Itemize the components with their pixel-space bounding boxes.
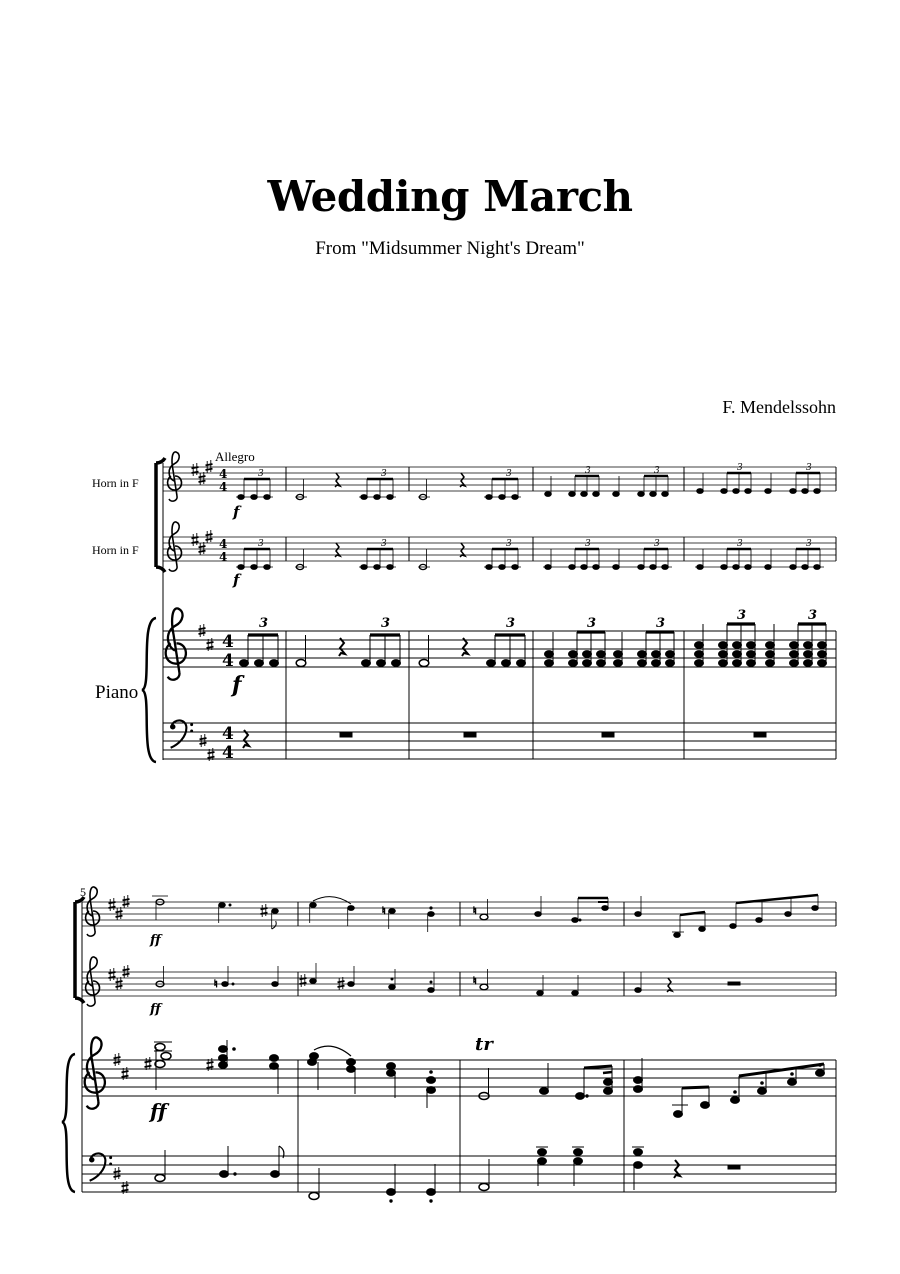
horn-1-notes (236, 473, 820, 500)
svg-text:4: 4 (222, 651, 234, 671)
svg-text:3: 3 (258, 469, 264, 479)
svg-text:3: 3 (654, 466, 660, 476)
svg-text:3: 3 (585, 466, 591, 476)
svg-text:4: 4 (219, 537, 228, 551)
svg-text:3: 3 (381, 616, 391, 631)
svg-text:3: 3 (506, 616, 516, 631)
svg-text:♮: ♮ (473, 906, 477, 917)
svg-text:4: 4 (222, 632, 234, 652)
svg-text:3: 3 (506, 539, 512, 549)
key-signature-piano-bass (200, 734, 215, 761)
time-signature (219, 467, 227, 564)
svg-text:3: 3 (587, 616, 597, 631)
horn-2-notes (236, 543, 824, 570)
dynamic-piano-ff: ff (150, 1099, 167, 1123)
svg-text:3: 3 (806, 539, 812, 549)
key-signature-horn-2 (192, 530, 213, 555)
piece-subtitle: From "Midsummer Night's Dream" (315, 238, 585, 259)
staff-piano-bass (163, 723, 836, 759)
horn-2-notes-system-2 (156, 963, 740, 995)
svg-text:3: 3 (656, 616, 666, 631)
svg-text:4: 4 (222, 724, 234, 744)
dynamic-horn-1: f (233, 503, 240, 521)
composer-credit: F. Mendelssohn (722, 397, 836, 417)
piano-bass-rests-system-1 (243, 730, 766, 748)
svg-text:♮: ♮ (214, 979, 218, 990)
barlines-system-2 (298, 902, 836, 1192)
dynamic-horn-1-ff: ff (150, 933, 161, 948)
instrument-name-horn-1: Horn in F (92, 476, 139, 490)
dynamic-piano: f (232, 672, 242, 698)
staves-system-2 (82, 902, 836, 996)
svg-text:♮: ♮ (382, 906, 386, 917)
dynamic-horn-2-ff: ff (150, 1002, 161, 1017)
horn-1-notes-system-2 (152, 895, 818, 937)
piano-brace-system-2 (62, 1054, 75, 1192)
piece-title: Wedding March (267, 172, 633, 221)
svg-text:3: 3 (506, 469, 512, 479)
horn-bracket-system-2 (75, 897, 84, 1003)
svg-text:♮: ♮ (473, 976, 477, 987)
svg-text:3: 3 (808, 608, 818, 623)
triplet-markings-horns (258, 463, 812, 549)
svg-text:3: 3 (585, 539, 591, 549)
trill-ornament: tr (475, 1034, 493, 1055)
svg-text:4: 4 (222, 743, 234, 763)
svg-text:3: 3 (258, 539, 264, 549)
key-signature-piano-treble (199, 624, 214, 651)
barlines-system-1 (286, 467, 836, 759)
svg-text:3: 3 (737, 539, 743, 549)
dynamic-horn-2: f (233, 571, 240, 589)
svg-text:3: 3 (737, 463, 743, 473)
triplet-markings-piano (259, 608, 817, 631)
measure-number: 5 (80, 885, 86, 899)
svg-text:3: 3 (806, 463, 812, 473)
svg-text:3: 3 (259, 616, 269, 631)
tempo-marking: Allegro (215, 449, 255, 464)
svg-text:3: 3 (381, 539, 387, 549)
instrument-name-piano: Piano (95, 682, 139, 703)
key-signature-horn-1 (192, 460, 213, 485)
piano-brace (142, 618, 156, 762)
instrument-name-horn-2: Horn in F (92, 543, 139, 557)
svg-text:4: 4 (219, 550, 228, 564)
svg-text:3: 3 (654, 539, 660, 549)
svg-text:3: 3 (381, 469, 387, 479)
svg-text:4: 4 (219, 480, 228, 494)
svg-text:4: 4 (219, 467, 228, 481)
svg-text:3: 3 (737, 608, 747, 623)
